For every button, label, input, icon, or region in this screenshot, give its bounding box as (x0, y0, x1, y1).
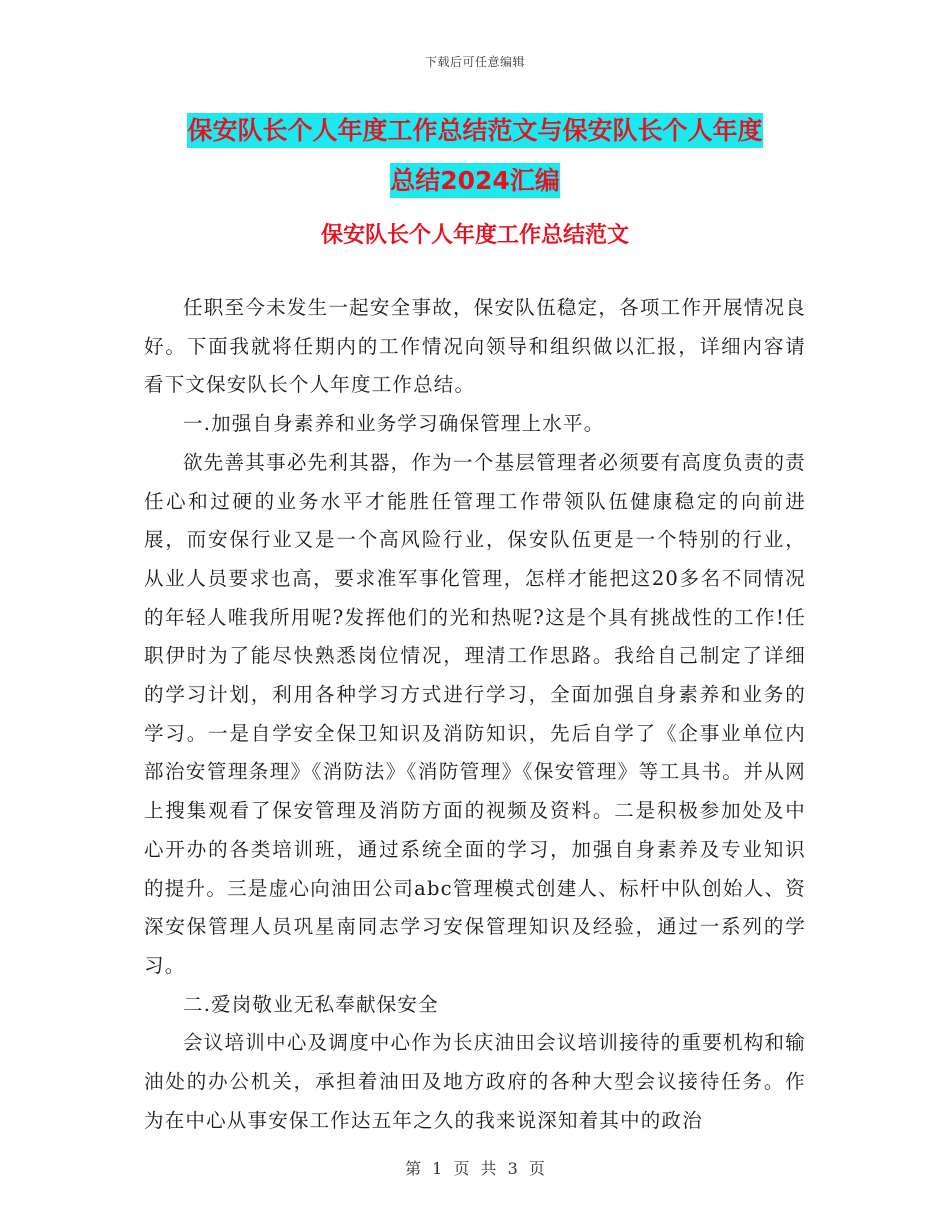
paragraph-body-2: 会议培训中心及调度中心作为长庆油田会议培训接待的重要机构和输油处的办公机关，承担着油田及地方政府的各种大型会议接待任务。作为在中心从事安保工作达五年之久的我来说深知着其中的政治 (144, 1031, 806, 1132)
document-title-line-2: 总结2024汇编 (390, 163, 560, 198)
paragraph-heading-1: 一.加强自身素养和业务学习确保管理上水平。 (183, 412, 605, 436)
document-title (140, 106, 810, 206)
page-header-note: 下载后可任意编辑 (424, 55, 525, 69)
page-number: 第 1 页 共 3 页 (405, 1159, 545, 1178)
paragraph-body-1: 欲先善其事必先利其器，作为一个基层管理者必须要有高度负责的责任心和过硬的业务水平才能胜任管理工作带领队伍健康稳定的向前进展，而安保行业又是一个高风险行业，保安队伍更是一个特别的行业，从业人员要求也高，要求准军事化管理，怎样才能把这20多名不同情况的年轻人唯我所用呢?发挥他们的光和热呢?这是个具有挑战性的工作!任职伊时为了能尽快熟悉岗位情况，理清工作思路。我给自己制定了详细的学习计划，利用各种学习方式进行学习，全面加强自身素养和业务的学习。一是自学安全保卫知识及消防知识，先后自学了《企事业单位内部治安管理条理》《消防法》《消防管理》《保安管理》等工具书。并从网上搜集观看了保安管理及消防方面的视频及资料。二是积极参加处及中心开办的各类培训班，通过系统全面的学习，加强自身素养及专业知识的提升。三是虚心向油田公司abc管理模式创建人、标杆中队创始人、资深安保管理人员巩星南同志学习安保管理知识及经验，通过一系列的学习。 (144, 450, 806, 977)
paragraph-heading-2: 二.爱岗敬业无私奉献保安全 (183, 992, 439, 1016)
paragraph-intro: 任职至今未发生一起安全事故，保安队伍稳定，各项工作开展情况良好。下面我就将任期内的工作情况向领导和组织做以汇报，详细内容请看下文保安队长个人年度工作总结。 (144, 296, 806, 397)
section-title: 保安队长个人年度工作总结范文 (320, 223, 629, 248)
document-body (144, 289, 806, 1140)
document-title-line-1: 保安队长个人年度工作总结范文与保安队长个人年度 (187, 113, 762, 148)
